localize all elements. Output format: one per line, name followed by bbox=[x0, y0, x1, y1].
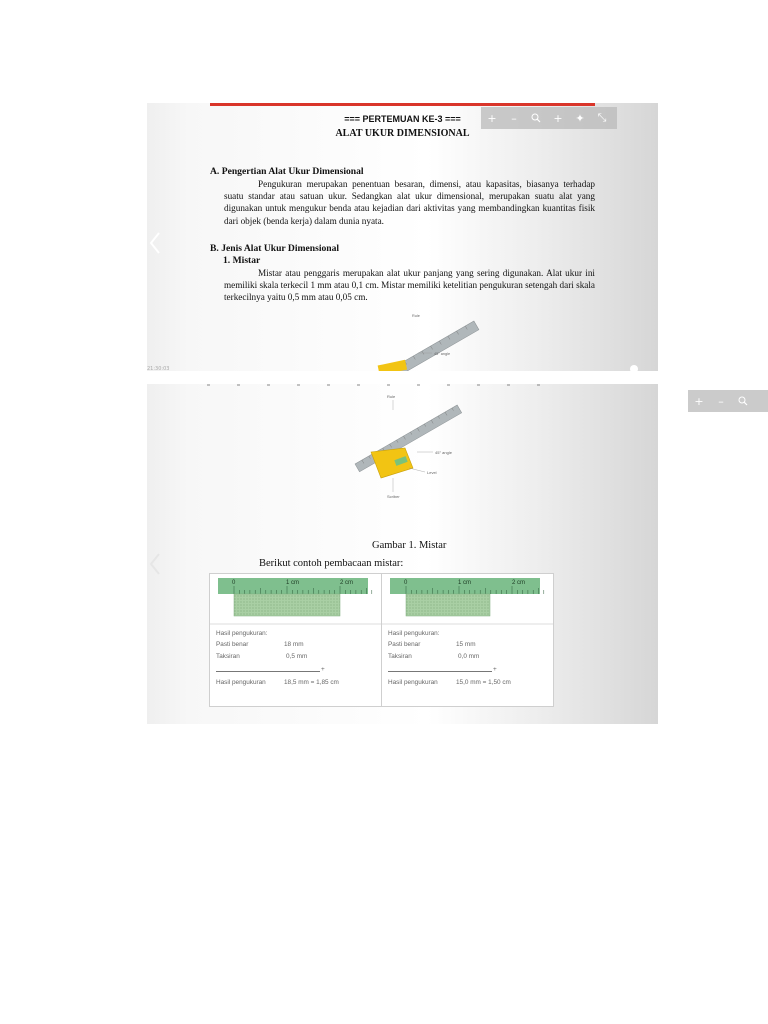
prev-page-arrow[interactable] bbox=[147, 550, 163, 578]
magnifier-icon[interactable] bbox=[525, 107, 547, 129]
section-a-title: A. Pengertian Alat Ukur Dimensional bbox=[210, 166, 364, 177]
total-value: 15,0 mm = 1,50 cm bbox=[456, 679, 511, 686]
magnifier-icon[interactable] bbox=[732, 390, 754, 412]
scroll-indicator[interactable] bbox=[630, 365, 638, 371]
subsection-mistar-title: 1. Mistar bbox=[223, 255, 261, 266]
viewer-page-2 bbox=[147, 384, 658, 724]
sure-value: 15 mm bbox=[456, 641, 476, 648]
label-angle-partial: 45° angle bbox=[434, 352, 451, 356]
label-angle: 45° angle bbox=[435, 450, 452, 455]
accent-bar bbox=[210, 103, 595, 106]
result-header: Hasil pengukuran: bbox=[388, 630, 440, 637]
estimate-value: 0,0 mm bbox=[458, 653, 480, 660]
timestamp: 21:30:03 bbox=[147, 366, 170, 371]
document-title: ALAT UKUR DIMENSIONAL bbox=[335, 128, 470, 139]
combination-square-figure-partial bbox=[360, 311, 480, 371]
scale-2cm-label: 2 cm bbox=[340, 580, 354, 586]
zoom-in-button[interactable]: + bbox=[487, 111, 497, 125]
reading-example-2 bbox=[381, 574, 553, 706]
chevron-left-icon bbox=[147, 550, 163, 578]
meeting-heading: === PERTEMUAN KE-3 === bbox=[344, 114, 461, 124]
viewer-page-1 bbox=[147, 103, 658, 371]
total-label: Hasil pengukuran bbox=[216, 679, 266, 686]
label-scriber: Scriber bbox=[387, 494, 400, 499]
rotate-button[interactable]: ✦ bbox=[575, 111, 585, 125]
next-button[interactable]: + bbox=[553, 111, 563, 125]
scale-1cm-label: 1 cm bbox=[458, 580, 472, 586]
zoom-in-button[interactable]: + bbox=[694, 394, 704, 408]
section-b-title: B. Jenis Alat Ukur Dimensional bbox=[210, 243, 340, 254]
label-level: Level bbox=[427, 470, 437, 475]
estimate-label: Taksiran bbox=[216, 653, 240, 660]
combination-square-figure bbox=[347, 392, 487, 504]
plus-sign: + bbox=[493, 666, 497, 673]
estimate-value: 0,5 mm bbox=[286, 653, 308, 660]
cut-text-line bbox=[207, 384, 567, 386]
scale-1cm-label: 1 cm bbox=[286, 580, 300, 586]
viewer-toolbar bbox=[481, 107, 617, 129]
sure-value: 18 mm bbox=[284, 641, 304, 648]
zoom-out-button[interactable]: – bbox=[718, 394, 724, 408]
estimate-label: Taksiran bbox=[388, 653, 412, 660]
scale-0-label: 0 bbox=[404, 580, 408, 586]
sure-label: Pasti benar bbox=[388, 641, 421, 648]
reading-example-1 bbox=[210, 574, 381, 706]
ruler-scale-2 bbox=[382, 574, 553, 634]
scale-0-label: 0 bbox=[232, 580, 236, 586]
total-value: 18,5 mm = 1,85 cm bbox=[284, 679, 339, 686]
subsection-mistar-body: Mistar atau penggaris merupakan alat ukur panjang yang sering digunakan. Alat ukur ini memiliki skala terkecil 1 mm atau 0,1 cm. Mistar memiliki ketelitian pengukuran setengah dari skala terkecilnya yaitu 0,5 mm atau 0,05 cm. bbox=[224, 268, 595, 303]
sure-label: Pasti benar bbox=[216, 641, 249, 648]
prev-page-arrow[interactable] bbox=[147, 229, 163, 257]
zoom-out-button[interactable]: – bbox=[511, 111, 517, 125]
label-rule-partial: Rule bbox=[412, 314, 420, 318]
ruler-scale-1 bbox=[210, 574, 381, 634]
ruler-reading-examples bbox=[209, 573, 554, 707]
chevron-left-icon bbox=[147, 229, 163, 257]
ruler-reading-intro: Berikut contoh pembacaan mistar: bbox=[259, 558, 404, 569]
section-a-body: Pengukuran merupakan penentuan besaran, dimensi, atau kapasitas, biasanya terhadap suatu standar atau satuan ukur. Sedangkan alat ukur dimensional, merupakan suatu alat yang digunakan untuk mengukur benda atau kejadian dari aktivitas yang membandingkan kuantitas fisik dari objek (benda kerja) dalam dunia nyata. bbox=[224, 179, 595, 226]
result-header: Hasil pengukuran: bbox=[216, 630, 268, 637]
plus-sign: + bbox=[321, 666, 325, 673]
scale-2cm-label: 2 cm bbox=[512, 580, 526, 586]
total-label: Hasil pengukuran bbox=[388, 679, 438, 686]
sum-line bbox=[216, 671, 320, 672]
viewer-toolbar-2 bbox=[688, 390, 768, 412]
fullscreen-button[interactable]: ⤡ bbox=[597, 111, 607, 124]
sum-line bbox=[388, 671, 492, 672]
label-rule: Rule bbox=[387, 394, 396, 399]
figure-caption: Gambar 1. Mistar bbox=[372, 540, 447, 551]
